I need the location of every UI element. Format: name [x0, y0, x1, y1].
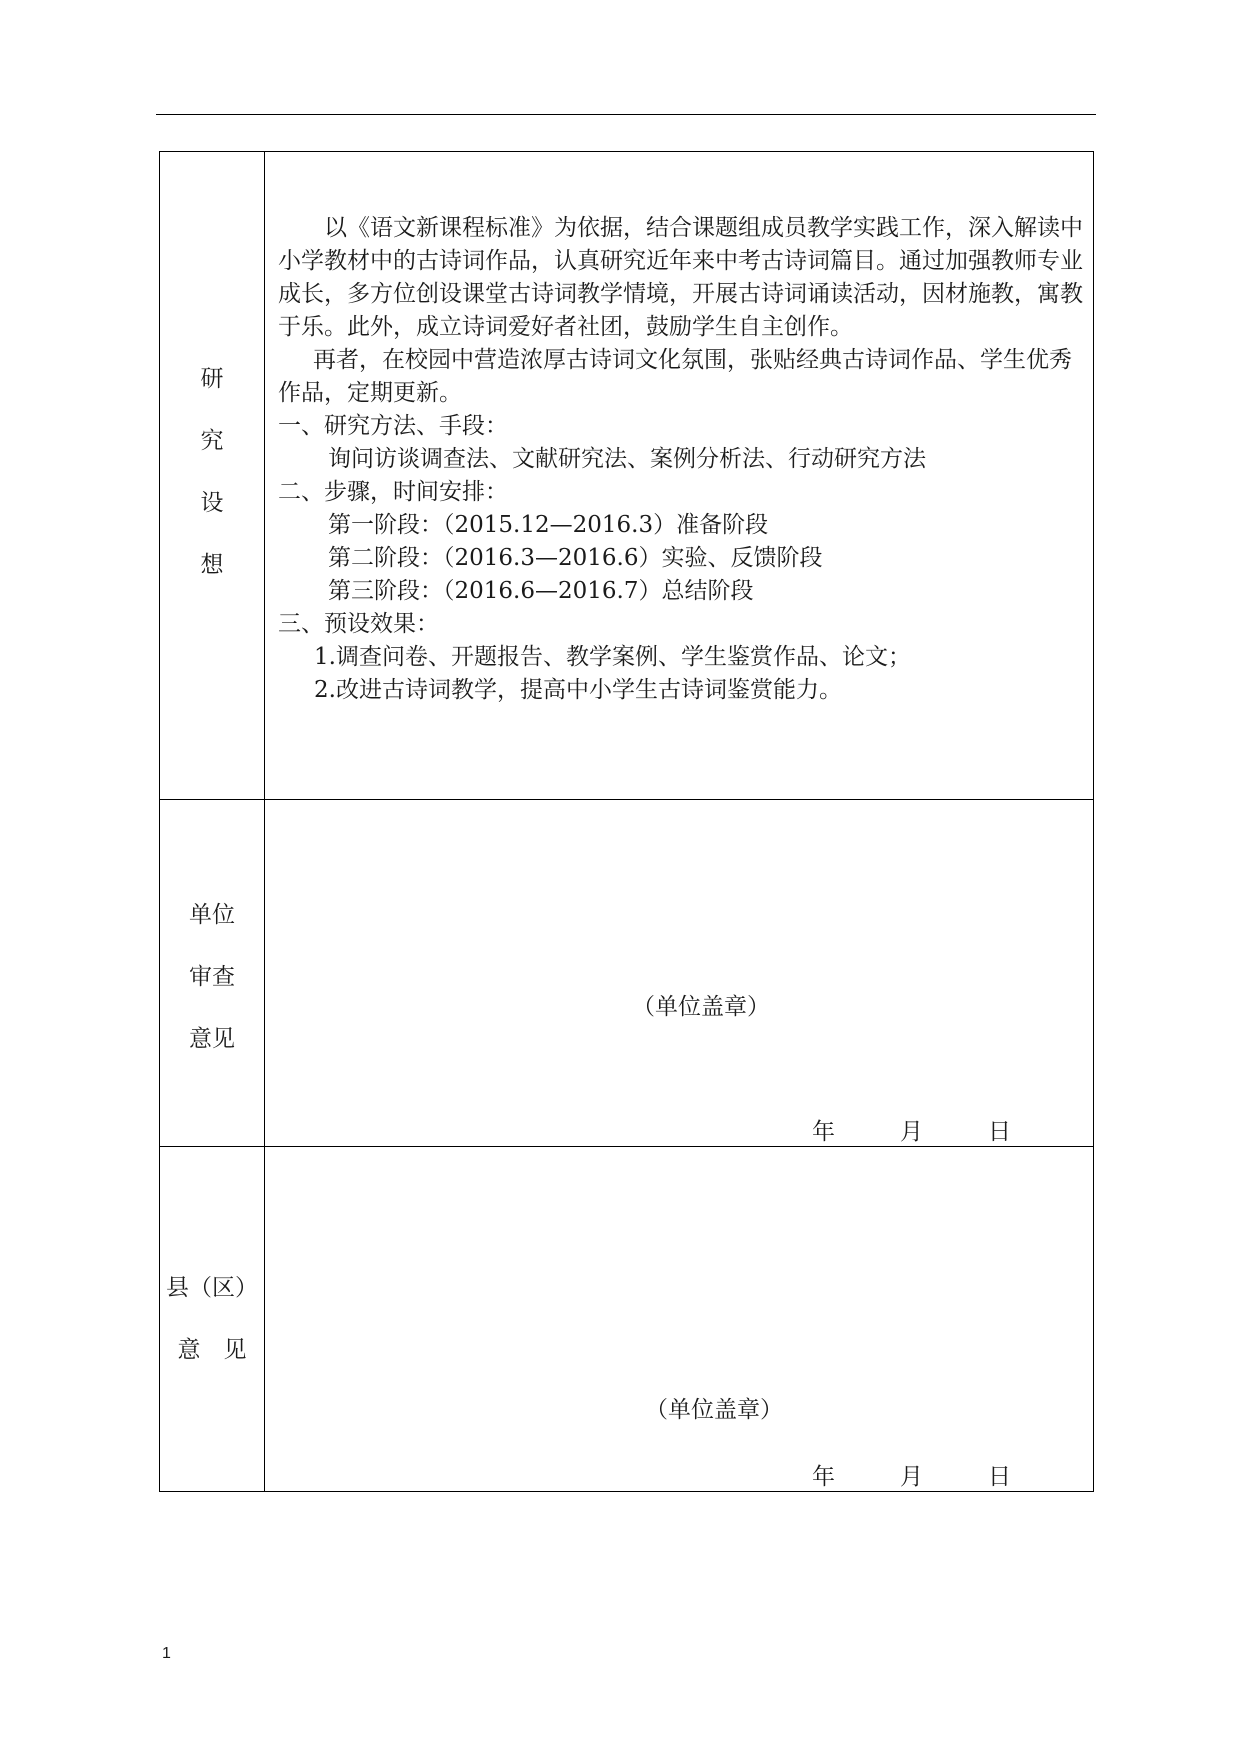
- page-number: 1: [162, 1645, 171, 1662]
- date-day: 日: [988, 1464, 1011, 1490]
- effect-item: 1.调查问卷、开题报告、教学案例、学生鉴赏作品、论文；: [314, 644, 911, 670]
- label-char: 设: [200, 490, 224, 516]
- intro-paragraph-2: 再者，在校园中营造浓厚古诗词文化氛围，张贴经典古诗词作品、学生优秀作品，定期更新。: [278, 347, 1072, 406]
- effect-item: 2.改进古诗词教学，提高中小学生古诗词鉴赏能力。: [314, 677, 842, 703]
- county-seal-text: （单位盖章）: [645, 1397, 783, 1423]
- step-item: 第一阶段：（2015.12—2016.3）准备阶段: [328, 512, 769, 538]
- date-day: 日: [988, 1119, 1011, 1145]
- unit-review-content-cell: [265, 800, 1094, 1147]
- research-design-label-cell: [160, 152, 265, 800]
- date-month: 月: [900, 1119, 923, 1145]
- county-opinion-label-cell: [160, 1147, 265, 1492]
- date-year: 年: [812, 1119, 835, 1145]
- label-line: 县（区）: [166, 1275, 258, 1301]
- county-opinion-content-cell: [265, 1147, 1094, 1492]
- unit-review-row: [160, 800, 1094, 1147]
- methods-text: 询问访谈调查法、文献研究法、案例分析法、行动研究方法: [328, 446, 926, 472]
- header-rule: [156, 114, 1096, 115]
- application-form-table: [159, 151, 1094, 1492]
- county-opinion-label: [160, 1257, 264, 1381]
- label-line: 意 见: [177, 1337, 247, 1363]
- unit-review-label: [160, 884, 264, 1070]
- intro-paragraph: 以《语文新课程标准》为依据，结合课题组成员教学实践工作，深入解读中小学教材中的古诗词作品，认真研究近年来中考古诗词篇目。通过加强教师专业成长，多方位创设课堂古诗词教学情境，开展古诗词诵读活动，因材施教，寓教于乐。此外，成立诗词爱好者社团，鼓励学生自主创作。: [278, 215, 1083, 340]
- step-item: 第三阶段：（2016.6—2016.7）总结阶段: [328, 578, 754, 604]
- county-opinion-row: [160, 1147, 1094, 1492]
- date-year: 年: [812, 1464, 835, 1490]
- unit-seal-text: （单位盖章）: [632, 994, 770, 1020]
- effects-heading: 三、预设效果：: [278, 611, 439, 637]
- label-line: 意见: [189, 1026, 235, 1052]
- step-item: 第二阶段：（2016.3—2016.6）实验、反馈阶段: [328, 545, 823, 571]
- methods-heading: 一、研究方法、手段：: [278, 413, 508, 439]
- label-line: 审查: [189, 964, 235, 990]
- label-char: 究: [200, 428, 224, 454]
- date-month: 月: [900, 1464, 923, 1490]
- research-design-row: [160, 152, 1094, 800]
- research-design-body: [278, 212, 1083, 707]
- label-char: 研: [200, 366, 224, 392]
- steps-heading: 二、步骤，时间安排：: [278, 479, 508, 505]
- county-date-line: [812, 1458, 1011, 1491]
- unit-date-line: [812, 1113, 1011, 1146]
- unit-review-label-cell: [160, 800, 265, 1147]
- research-design-label: [160, 348, 264, 596]
- research-design-content-cell: [265, 152, 1094, 800]
- label-char: 想: [200, 552, 224, 578]
- label-line: 单位: [189, 902, 235, 928]
